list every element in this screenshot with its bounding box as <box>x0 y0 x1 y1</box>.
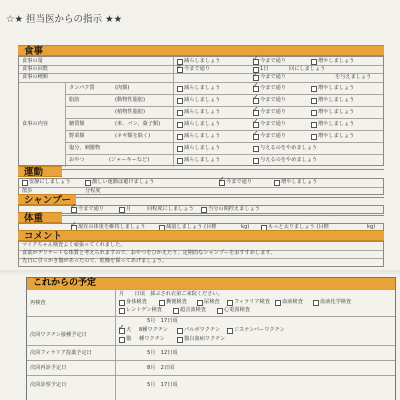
exercise-section-title: 運動 <box>18 166 62 177</box>
comment-section-title: コメント <box>18 230 384 241</box>
meal-row-label: 食事の回数 <box>22 66 48 72</box>
option-label: 心電図検査 <box>224 307 250 313</box>
option-label: パルボワクチン <box>184 327 221 333</box>
option-label: レントゲン検査 <box>126 307 162 313</box>
checkbox[interactable] <box>311 110 317 116</box>
option-label: 増やしましょう <box>318 133 355 139</box>
checkbox[interactable] <box>313 300 319 306</box>
option-label: 増やしましょう <box>318 97 355 103</box>
checkbox[interactable] <box>311 59 317 65</box>
checkbox[interactable] <box>119 308 125 314</box>
option-label: 現在の体重を維持しましょう <box>78 224 146 230</box>
option-label: 今まで通り <box>260 97 286 103</box>
checkbox[interactable] <box>311 98 317 104</box>
item-note: (ジャーキーなど) <box>109 157 150 163</box>
option-label: 減らしましょう <box>184 145 221 151</box>
option-label: 増やしましょう <box>318 58 355 64</box>
checkbox[interactable] <box>275 300 281 306</box>
option-label: 月 <box>126 206 132 212</box>
option-label: 回程度にしましょう <box>147 206 194 212</box>
option-label: 与えるのをやめましょう <box>260 145 318 151</box>
checkbox[interactable] <box>177 98 183 104</box>
check-mark-icon: ✓ <box>218 175 225 184</box>
check-mark-icon: ✓ <box>70 220 77 229</box>
meal-section-title: 食事 <box>18 45 384 56</box>
checkbox[interactable] <box>197 300 203 306</box>
option-label: 増やしましょう <box>318 85 355 91</box>
item-name: 野菜類 <box>69 133 85 139</box>
weight-section-title: 体重 <box>18 212 62 223</box>
item-note: (肉類) <box>115 85 130 91</box>
checkbox[interactable] <box>227 300 233 306</box>
unit-label: kg) <box>241 224 250 230</box>
option-label: 今まで通り <box>260 74 286 80</box>
checkbox[interactable] <box>177 146 183 152</box>
option-label: 増やしましょう <box>318 121 355 127</box>
checkbox[interactable] <box>177 337 183 343</box>
exercise-table <box>18 175 384 195</box>
shampoo-rule <box>76 197 384 198</box>
comment-box <box>18 241 384 267</box>
checkbox[interactable] <box>227 328 233 334</box>
unit-label: kg) <box>367 224 376 230</box>
option-label: 今まで通り <box>226 179 252 185</box>
page-header: ☆★ 担当医からの指示 ★★ <box>6 14 123 25</box>
item-name: 脂肪 <box>69 97 80 103</box>
check-mark-icon: ✓ <box>176 62 183 71</box>
checkbox[interactable] <box>253 146 259 152</box>
option-label: 犬 <box>126 327 132 333</box>
checkbox[interactable] <box>274 180 280 186</box>
comment-line: 先日に引っかき傷があったので、乾燥を保ってあげましょう。 <box>22 258 168 264</box>
option-label: 安静にしましょう <box>29 179 71 185</box>
checkbox[interactable] <box>311 122 317 128</box>
schedule-label: 次回診察予定日 <box>30 382 67 388</box>
check-mark-icon: ✓ <box>252 105 259 114</box>
option-label: 尿検査 <box>204 299 220 305</box>
check-mark-icon: ✓ <box>252 117 259 126</box>
checkbox[interactable] <box>177 110 183 116</box>
checkbox[interactable] <box>311 86 317 92</box>
option-label: 今まで通り <box>260 85 286 91</box>
checkbox[interactable] <box>85 180 91 186</box>
option-label: 与えるのをやめましょう <box>260 157 318 163</box>
option-label: を与えましょう <box>335 74 372 80</box>
option-label: 減らしましょう <box>184 121 221 127</box>
checkbox[interactable] <box>22 180 28 186</box>
checkbox[interactable] <box>119 337 125 343</box>
item-name: 糖質類 <box>69 121 85 127</box>
option-label: 増やしましょう <box>318 109 355 115</box>
comment-line: マイクちゃん検査よく頑張ってくれました。 <box>22 242 126 248</box>
option-label: 減らしましょう <box>184 85 221 91</box>
checkbox[interactable] <box>177 158 183 164</box>
check-mark-icon: ✓ <box>252 54 259 63</box>
schedule-label: 再検査 <box>30 300 46 306</box>
option-label: 増やしましょう <box>281 179 318 185</box>
option-label: 血液検査 <box>282 299 303 305</box>
check-mark-icon: ✓ <box>118 323 125 332</box>
schedule-label: 次回フィラリア投薬予定日 <box>30 350 92 356</box>
item-note: (米、パン、菓子類) <box>115 121 161 127</box>
option-label: 糞便検査 <box>166 299 187 305</box>
weight-rule <box>62 215 384 216</box>
option-label: 減らしましょう <box>184 133 221 139</box>
shampoo-table <box>18 202 384 214</box>
checkbox[interactable] <box>119 300 125 306</box>
option-label: 今まで通り <box>260 133 286 139</box>
option-label: 種ワクチン <box>139 336 165 342</box>
check-mark-icon: ✓ <box>252 129 259 138</box>
option-label: 身体検査 <box>126 299 147 305</box>
option-label: 今まで通り <box>78 206 104 212</box>
option-label: 血液化学検査 <box>320 299 352 305</box>
item-note: (植物性脂肪) <box>115 109 145 115</box>
checkbox[interactable] <box>177 86 183 92</box>
checkbox[interactable] <box>173 308 179 314</box>
option-label: 今まで通り <box>260 58 286 64</box>
check-mark-icon: ✓ <box>252 81 259 90</box>
checkbox[interactable] <box>201 207 207 213</box>
option-label: 8種ワクチン <box>139 327 168 333</box>
schedule-date: 5月 17日頃 <box>147 382 178 388</box>
schedule-date: 5月 17日頃 <box>147 318 178 324</box>
option-label: 減らしましょう <box>184 109 221 115</box>
item-name: 塩分、刺激物 <box>69 145 101 151</box>
option-label: 1日 <box>260 66 269 72</box>
checkbox[interactable] <box>119 207 125 213</box>
option-label: 減らしましょう <box>184 58 221 64</box>
option-label: 減量しましょう (目標 <box>166 224 217 230</box>
option-label: 今まで通り <box>260 109 286 115</box>
schedule-date: 8月 2日頃 <box>147 365 175 371</box>
option-label: 今まで通り <box>260 121 286 127</box>
item-note: (ネギ類を除く) <box>115 133 151 139</box>
checkbox[interactable] <box>311 134 317 140</box>
meal-row-label: 食事の種類 <box>22 74 48 80</box>
exercise-rule <box>62 169 384 170</box>
item-name: おやつ <box>69 157 85 163</box>
check-mark-icon: ✓ <box>252 70 259 79</box>
option-label: 減らしましょう <box>184 157 221 163</box>
comment-line: 食欲がデリケートな体質と考えられますので、おやつをひかえたり、定期的なシャンプーをおすすめします。 <box>22 250 276 256</box>
paper-fold <box>0 270 400 276</box>
option-label: フィラリア検査 <box>234 299 270 305</box>
checkbox[interactable] <box>177 134 183 140</box>
option-label: 猫白血病ワクチン <box>184 336 226 342</box>
option-label: 当分の間控えましょう <box>208 206 260 212</box>
option-label: もっと太りましょう (目標 <box>268 224 329 230</box>
meal-row-label: 食事の量 <box>22 58 43 64</box>
option-label: ジステンパーワクチン <box>234 327 285 333</box>
item-note: (動物性脂肪) <box>115 97 145 103</box>
checkbox[interactable] <box>217 308 223 314</box>
option-label: 猫 <box>126 336 132 342</box>
schedule-date: 月 日頃 採ぶされ衣第ご来院ください。 <box>119 291 223 297</box>
check-mark-icon: ✓ <box>70 202 77 211</box>
checkbox[interactable] <box>253 158 259 164</box>
checkbox[interactable] <box>159 300 165 306</box>
check-mark-icon: ✓ <box>252 93 259 102</box>
future-schedule-box <box>26 277 396 400</box>
schedule-label: 次回ワクチン接種予定日 <box>30 332 87 338</box>
walk-label: 散歩 <box>22 188 33 194</box>
option-label: 激しい運動は避けましょう <box>92 179 155 185</box>
meal-table <box>18 56 384 166</box>
option-label: 超音波検査 <box>180 307 206 313</box>
schedule-date: 5月 12日頃 <box>147 350 178 356</box>
option-label: 減らしましょう <box>184 97 221 103</box>
option-label: 回にしましょう <box>289 66 326 72</box>
checkbox[interactable] <box>177 328 183 334</box>
meal-content-label: 食事の内容 <box>22 121 48 127</box>
future-section-title: これからの予定 <box>27 278 395 289</box>
minutes-label: 分程度 <box>85 188 101 194</box>
item-name: タンパク質 <box>69 85 95 91</box>
checkbox[interactable] <box>177 122 183 128</box>
schedule-label: 次回再診予定日 <box>30 365 67 371</box>
shampoo-section-title: シャンプー <box>18 194 76 205</box>
option-label: 今まで通り <box>184 66 210 72</box>
